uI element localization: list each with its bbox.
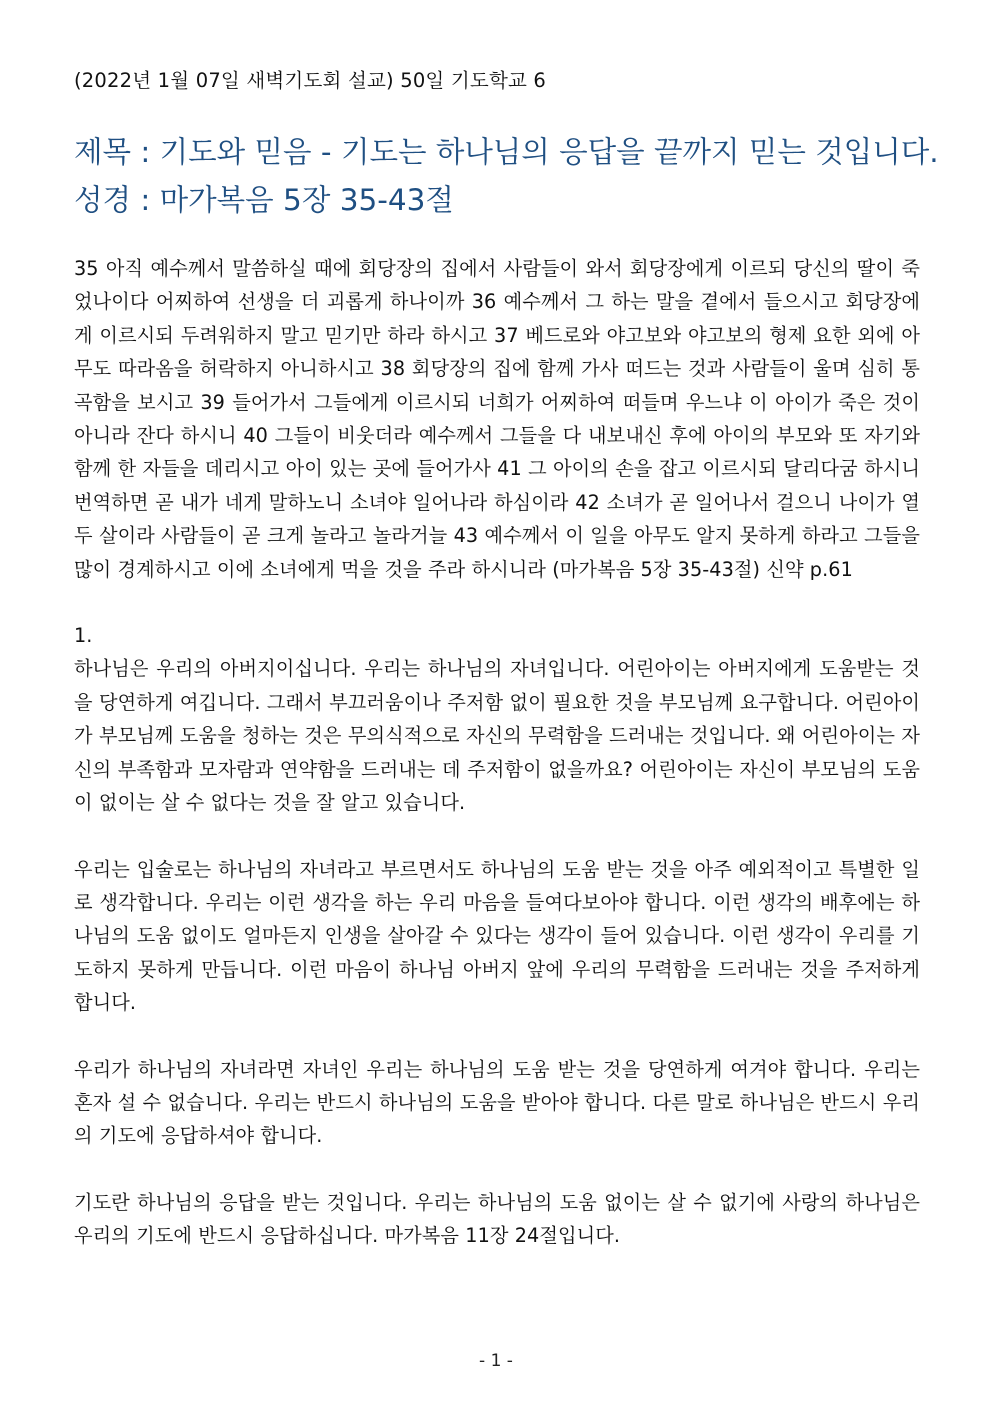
scripture-reference: 성경 : 마가복음 5장 35-43절: [74, 183, 454, 217]
scripture-passage: 35 아직 예수께서 말씀하실 때에 회당장의 집에서 사람들이 와서 회당장에게 이르되 당신의 딸이 죽었나이다 어찌하여 선생을 더 괴롭게 하나이까 36 예수께서 그 하는 말을 곁에서 들으시고 회당장에게 이르시되 두려워하지 말고 믿기만 하라 하시고 37 베드로와 야고보와 야고보의 형제 요한 외에 아무도 따라옴을 허락하지 아니하시고 38 회당장의 집에 함께 가사 떠드는 것과 사람들이 울며 심히 통곡함을 보시고 39 들어가서 그들에게 이르시되 너희가 어찌하여 떠들며 우느냐 이 아이가 죽은 것이 아니라 잔다 하시니 40 그들이 비웃더라 예수께서 그들을 다 내보내신 후에 아이의 부모와 또 자기와 함께 한 자들을 데리시고 아이 있는 곳에 들어가사 41 그 아이의 손을 잡고 이르시되 달리다굼 하시니 번역하면 곧 내가 네게 말하노니 소녀야 일어나라 하심이라 42 소녀가 곧 일어나서 걸으니 나이가 열두 살이라 사람들이 곧 크게 놀라고 놀라거늘 43 예수께서 이 일을 아무도 알지 못하게 하라고 그들을 많이 경계하시고 이에 소녀에게 먹을 것을 주라 하시니라 (마가복음 5장 35-43절) 신약 p.61: [74, 257, 920, 581]
body-paragraph: 하나님은 우리의 아버지이십니다. 우리는 하나님의 자녀입니다. 어린아이는 아버지에게 도움받는 것을 당연하게 여깁니다. 그래서 부끄러움이나 주저함 없이 필요한 것을 부모님께 요구합니다. 어린아이가 부모님께 도움을 청하는 것은 무의식적으로 자신의 무력함을 드러내는 것입니다. 왜 어린아이는 자신의 부족함과 모자람과 연약함을 드러내는 데 주저함이 없을까요? 어린아이는 자신이 부모님의 도움이 없이는 살 수 없다는 것을 잘 알고 있습니다.: [74, 657, 920, 815]
sermon-header: (2022년 1월 07일 새벽기도회 설교) 50일 기도학교 6: [74, 69, 547, 92]
body-paragraph: 우리가 하나님의 자녀라면 자녀인 우리는 하나님의 도움 받는 것을 당연하게 여겨야 합니다. 우리는 혼자 설 수 없습니다. 우리는 반드시 하나님의 도움을 받아야 합니다. 다른 말로 하나님은 반드시 우리의 기도에 응답하셔야 합니다.: [74, 1057, 920, 1148]
section-number: 1.: [74, 624, 93, 648]
sermon-body: [74, 252, 920, 1253]
body-paragraph: 기도란 하나님의 응답을 받는 것입니다. 우리는 하나님의 도움 없이는 살 수 없기에 사랑의 하나님은 우리의 기도에 반드시 응답하십니다. 마가복음 11장 24절입니다.: [74, 1190, 920, 1248]
sermon-title: 제목 : 기도와 믿음 - 기도는 하나님의 응답을 끝까지 믿는 것입니다.: [74, 135, 939, 169]
body-paragraph: 우리는 입술로는 하나님의 자녀라고 부르면서도 하나님의 도움 받는 것을 아주 예외적이고 특별한 일로 생각합니다. 우리는 이런 생각을 하는 우리 마음을 들여다보아야 합니다. 이런 생각의 배후에는 하나님의 도움 없이도 얼마든지 인생을 살아갈 수 있다는 생각이 들어 있습니다. 이런 생각이 우리를 기도하지 못하게 만듭니다. 이런 마음이 하나님 아버지 앞에 우리의 무력함을 드러내는 것을 주저하게 합니다.: [74, 857, 920, 1015]
title-block: [74, 128, 939, 224]
page-number: - 1 -: [479, 1351, 513, 1371]
